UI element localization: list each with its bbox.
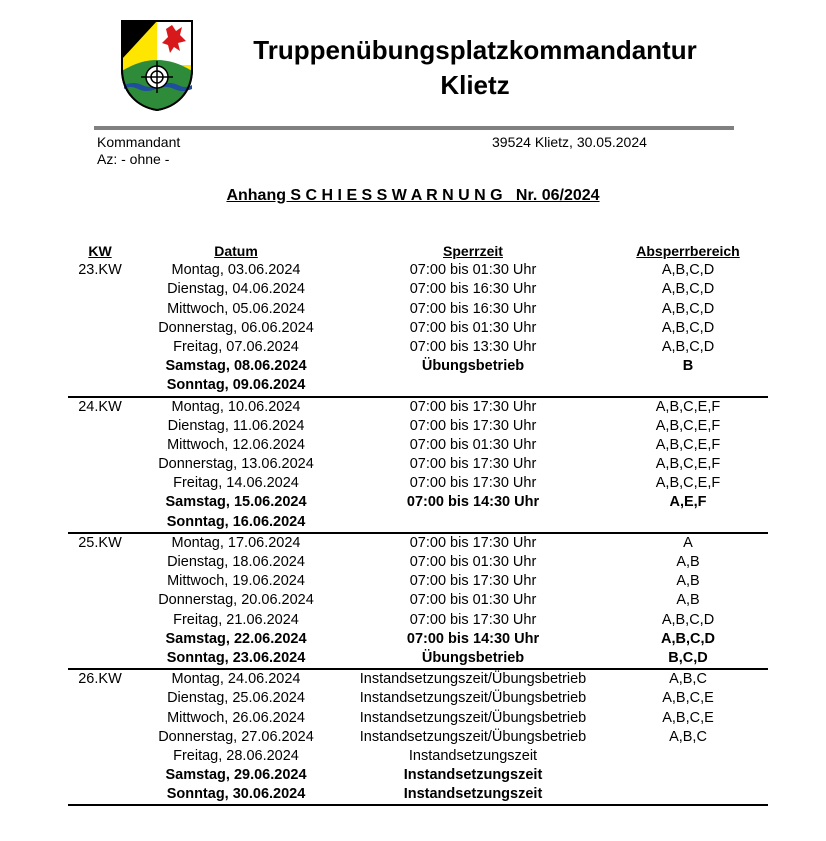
datum-cell: Samstag, 08.06.2024 [165, 358, 307, 375]
sperrzeit-cell: 07:00 bis 17:30 Uhr [409, 534, 537, 551]
sperrzeit-cell: 07:00 bis 13:30 Uhr [409, 338, 537, 355]
datum-cell: Freitag, 14.06.2024 [173, 475, 299, 492]
table-row [68, 455, 768, 474]
table-row [68, 766, 768, 785]
sperrzeit-cell: 07:00 bis 17:30 Uhr [409, 475, 537, 492]
absperrbereich-cell: A,B,C,E,F [655, 398, 721, 415]
absperrbereich-cell: B,C,D [668, 649, 708, 666]
sperrzeit-cell: Übungsbetrieb [421, 358, 525, 375]
header-absperrbereich: Absperrbereich [636, 243, 740, 259]
sperrzeit-cell: 07:00 bis 14:30 Uhr [406, 494, 540, 511]
absperrbereich-cell: A,B [676, 573, 700, 590]
absperrbereich-cell: A,B [676, 554, 700, 570]
absperrbereich-cell: A,B,C,E [662, 690, 714, 707]
sperrzeit-cell: 07:00 bis 01:30 Uhr [409, 554, 537, 570]
datum-cell: Samstag, 29.06.2024 [165, 767, 307, 784]
absperrbereich-cell: A,B,C,D [661, 630, 715, 647]
table-row [68, 670, 768, 689]
title-line2: Klietz [440, 70, 510, 100]
header-sperrzeit: Sperrzeit [443, 243, 503, 259]
table-row [68, 785, 768, 804]
datum-cell: Montag, 03.06.2024 [171, 262, 301, 279]
absperrbereich-cell: A,B,C,D [661, 611, 715, 628]
sperrzeit-cell: 07:00 bis 17:30 Uhr [409, 398, 537, 415]
datum-cell: Dienstag, 25.06.2024 [167, 690, 305, 707]
sperrzeit-cell: 07:00 bis 16:30 Uhr [409, 300, 537, 317]
absperrbereich-cell: A,B,C,D [661, 300, 715, 317]
sperrzeit-cell: Instandsetzungszeit [408, 747, 538, 764]
absperrbereich-cell: A,B,C,E,F [655, 436, 721, 453]
schedule-table [68, 242, 768, 806]
absperrbereich-cell: A [683, 534, 693, 551]
table-row [68, 261, 768, 280]
absperrbereich-cell: A,B,C,D [661, 262, 715, 279]
table-row [68, 649, 768, 668]
datum-cell: Dienstag, 11.06.2024 [167, 417, 305, 434]
sperrzeit-cell: Instandsetzungszeit/Übungsbetrieb [359, 709, 587, 726]
sperrzeit-cell: 07:00 bis 16:30 Uhr [409, 281, 537, 298]
sperrzeit-cell: 07:00 bis 17:30 Uhr [409, 573, 537, 590]
datum-cell: Samstag, 22.06.2024 [165, 630, 307, 647]
sperrzeit-cell: 07:00 bis 17:30 Uhr [409, 611, 537, 628]
datum-cell: Freitag, 21.06.2024 [173, 611, 299, 628]
sperrzeit-cell: Instandsetzungszeit/Übungsbetrieb [359, 690, 587, 707]
absperrbereich-cell: B [682, 358, 694, 375]
week-group [68, 261, 768, 397]
absperrbereich-cell: A,B,C [669, 671, 707, 688]
absperrbereich-cell: A,B,C,E,F [655, 417, 721, 434]
datum-cell: Mittwoch, 19.06.2024 [167, 573, 305, 590]
absperrbereich-cell: A,E,F [669, 494, 707, 511]
kw-cell: 23.KW [78, 262, 122, 279]
sperrzeit-cell: Instandsetzungszeit/Übungsbetrieb [359, 728, 587, 745]
sperrzeit-cell: 07:00 bis 01:30 Uhr [409, 592, 537, 609]
coat-of-arms-icon [120, 19, 194, 111]
table-row [68, 436, 768, 455]
absperrbereich-cell: A,B,C,E [662, 709, 714, 726]
datum-cell: Samstag, 15.06.2024 [165, 494, 307, 511]
table-row [68, 280, 768, 299]
table-row [68, 572, 768, 591]
table-row [68, 398, 768, 417]
datum-cell: Montag, 10.06.2024 [171, 398, 301, 415]
table-row [68, 689, 768, 708]
absperrbereich-cell: A,B [676, 592, 700, 609]
datum-cell: Montag, 17.06.2024 [171, 534, 301, 551]
table-row [68, 709, 768, 728]
sperrzeit-cell: 07:00 bis 01:30 Uhr [409, 436, 537, 453]
sperrzeit-cell: 07:00 bis 17:30 Uhr [409, 417, 537, 434]
table-row [68, 338, 768, 357]
sperrzeit-cell: 07:00 bis 14:30 Uhr [406, 630, 540, 647]
table-row [68, 357, 768, 376]
table-row [68, 747, 768, 766]
week-group [68, 670, 768, 806]
table-row [68, 319, 768, 338]
header-kw: KW [88, 243, 112, 259]
sperrzeit-cell: Übungsbetrieb [421, 649, 525, 666]
absperrbereich-cell: A,B,C,D [661, 319, 715, 336]
table-row [68, 513, 768, 532]
sperrzeit-cell: Instandsetzungszeit [403, 786, 543, 803]
table-header [68, 242, 768, 261]
table-row [68, 630, 768, 649]
datum-cell: Sonntag, 23.06.2024 [166, 649, 306, 666]
sperrzeit-cell: 07:00 bis 01:30 Uhr [409, 262, 537, 279]
kommandant-label: Kommandant [97, 134, 181, 150]
absperrbereich-cell: A,B,C,E,F [655, 475, 721, 492]
place-date: 39524 Klietz, 30.05.2024 [492, 134, 647, 150]
kw-cell: 25.KW [78, 534, 122, 551]
datum-cell: Donnerstag, 06.06.2024 [158, 319, 314, 336]
datum-cell: Donnerstag, 27.06.2024 [158, 728, 314, 745]
table-row [68, 553, 768, 572]
week-group [68, 534, 768, 670]
datum-cell: Freitag, 28.06.2024 [173, 747, 299, 764]
datum-cell: Sonntag, 09.06.2024 [166, 377, 306, 394]
table-row [68, 376, 768, 395]
aktenzeichen: Az: - ohne - [97, 151, 170, 167]
sperrzeit-cell: Instandsetzungszeit [403, 767, 543, 784]
datum-cell: Mittwoch, 05.06.2024 [167, 300, 305, 317]
datum-cell: Donnerstag, 13.06.2024 [158, 456, 314, 473]
week-group [68, 398, 768, 534]
title-line1: Truppenübungsplatzkommandantur [253, 35, 697, 65]
absperrbereich-cell: A,B,C [669, 728, 707, 745]
datum-cell: Dienstag, 04.06.2024 [167, 281, 305, 298]
sperrzeit-cell: 07:00 bis 01:30 Uhr [409, 319, 537, 336]
kw-cell: 24.KW [78, 398, 122, 415]
table-row [68, 474, 768, 493]
sperrzeit-cell: 07:00 bis 17:30 Uhr [409, 456, 537, 473]
datum-cell: Sonntag, 30.06.2024 [166, 786, 306, 803]
table-row [68, 728, 768, 747]
datum-cell: Montag, 24.06.2024 [171, 671, 301, 688]
document-heading: Anhang S C H I E S S W A R N U N G Nr. 06/2024 [226, 187, 600, 204]
table-row [68, 611, 768, 630]
header-datum: Datum [214, 243, 258, 259]
datum-cell: Freitag, 07.06.2024 [173, 338, 299, 355]
datum-cell: Sonntag, 16.06.2024 [166, 513, 306, 530]
absperrbereich-cell: A,B,C,D [661, 281, 715, 298]
table-row [68, 417, 768, 436]
datum-cell: Mittwoch, 12.06.2024 [167, 436, 305, 453]
table-row [68, 493, 768, 512]
absperrbereich-cell: A,B,C,D [661, 338, 715, 355]
datum-cell: Donnerstag, 20.06.2024 [158, 592, 314, 609]
sperrzeit-cell: Instandsetzungszeit/Übungsbetrieb [359, 671, 587, 688]
datum-cell: Mittwoch, 26.06.2024 [167, 709, 305, 726]
table-row [68, 300, 768, 319]
datum-cell: Dienstag, 18.06.2024 [167, 554, 305, 570]
header-divider [94, 126, 734, 130]
table-row [68, 591, 768, 610]
absperrbereich-cell: A,B,C,E,F [655, 456, 721, 473]
table-row [68, 534, 768, 553]
kw-cell: 26.KW [78, 671, 122, 688]
